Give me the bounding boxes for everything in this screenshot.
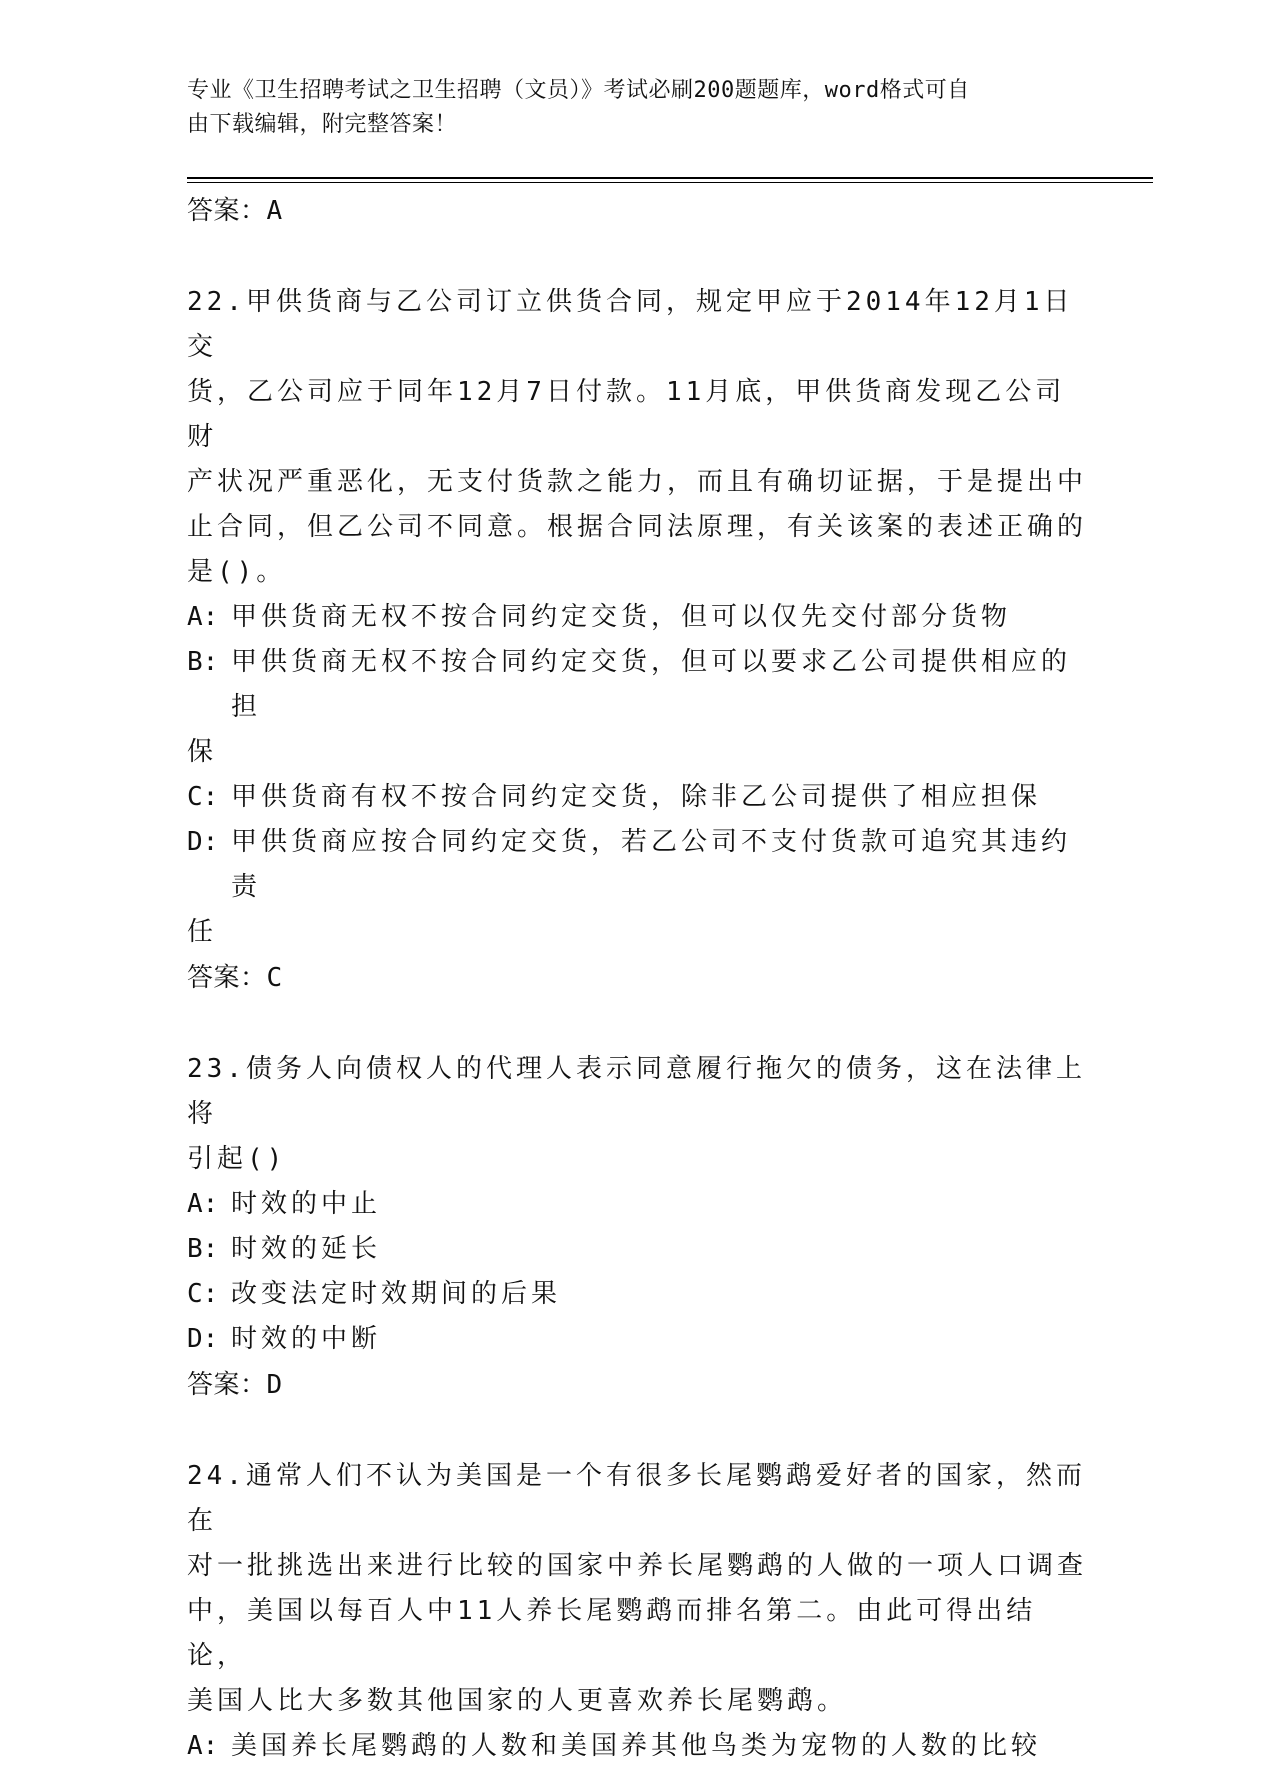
question-stem-line xyxy=(187,1047,1087,1137)
option-letter: D: xyxy=(187,1324,219,1354)
option-d xyxy=(187,820,1087,910)
document-header xyxy=(187,74,1067,142)
question-stem-line xyxy=(187,280,1087,370)
header-divider-thin xyxy=(187,182,1153,183)
question-24 xyxy=(187,1454,1087,1769)
option-c xyxy=(187,1272,1087,1317)
option-letter: B: xyxy=(187,647,219,677)
option-c xyxy=(187,775,1087,820)
question-number: 22. xyxy=(187,287,246,317)
option-text: 时效的中断 xyxy=(231,1324,382,1354)
option-text: 甲供货商有权不按合同约定交货，除非乙公司提供了相应担保 xyxy=(231,782,1042,812)
question-list xyxy=(187,188,1087,1769)
question-number: 23. xyxy=(187,1054,246,1084)
option-letter: C: xyxy=(187,1279,219,1309)
question-stem-line: 止合同，但乙公司不同意。根据合同法原理，有关该案的表述正确的 xyxy=(187,512,1088,542)
question-stem-line: 美国人比大多数其他国家的人更喜欢养长尾鹦鹉。 xyxy=(187,1686,848,1716)
answer: 答案：C xyxy=(187,963,283,993)
option-b xyxy=(187,640,1087,730)
option-letter: A: xyxy=(187,1731,219,1761)
option-text: 改变法定时效期间的后果 xyxy=(231,1279,562,1309)
option-letter: C: xyxy=(187,782,219,812)
option-letter: B: xyxy=(187,1234,219,1264)
question-stem-line: 引起() xyxy=(187,1144,287,1174)
option-a xyxy=(187,1724,1087,1769)
spacer xyxy=(187,1001,1087,1047)
answer-previous: 答案：A xyxy=(187,196,283,226)
question-stem-line: 产状况严重恶化，无支付货款之能力，而且有确切证据，于是提出中 xyxy=(187,467,1088,497)
option-text: 甲供货商应按合同约定交货，若乙公司不支付货款可追究其违约责 xyxy=(231,827,1072,902)
option-text: 时效的中止 xyxy=(231,1189,382,1219)
question-stem-line: 是()。 xyxy=(187,557,287,587)
question-text: 甲供货商与乙公司订立供货合同，规定甲应于2014年12月1日交 xyxy=(187,287,1074,362)
question-stem-line: 货，乙公司应于同年12月7日付款。11月底，甲供货商发现乙公司财 xyxy=(187,377,1066,452)
option-b-continuation: 保 xyxy=(187,737,218,767)
option-d xyxy=(187,1317,1087,1362)
spacer xyxy=(187,234,1087,280)
question-22 xyxy=(187,280,1087,1001)
header-divider-thick xyxy=(187,177,1153,179)
question-text: 通常人们不认为美国是一个有很多长尾鹦鹉爱好者的国家，然而在 xyxy=(187,1461,1086,1536)
option-a xyxy=(187,1182,1087,1227)
option-text: 甲供货商无权不按合同约定交货，但可以要求乙公司提供相应的担 xyxy=(231,647,1072,722)
option-a xyxy=(187,595,1087,640)
option-letter: D: xyxy=(187,827,219,857)
option-letter: A: xyxy=(187,602,219,632)
option-text: 美国养长尾鹦鹉的人数和美国养其他鸟类为宠物的人数的比较 xyxy=(231,1731,1042,1761)
option-text: 时效的延长 xyxy=(231,1234,382,1264)
header-line-2: 由下载编辑，附完整答案！ xyxy=(187,112,458,137)
question-text: 债务人向债权人的代理人表示同意履行拖欠的债务，这在法律上将 xyxy=(187,1054,1086,1129)
spacer xyxy=(187,1408,1087,1454)
header-line-1: 专业《卫生招聘考试之卫生招聘（文员）》考试必刷200题题库，word格式可自 xyxy=(187,78,970,103)
question-23 xyxy=(187,1047,1087,1408)
question-stem-line: 中，美国以每百人中11人养长尾鹦鹉而排名第二。由此可得出结论， xyxy=(187,1596,1037,1671)
option-b xyxy=(187,1227,1087,1272)
question-stem-line xyxy=(187,1454,1087,1544)
question-stem-line: 对一批挑选出来进行比较的国家中养长尾鹦鹉的人做的一项人口调查 xyxy=(187,1551,1088,1581)
answer: 答案：D xyxy=(187,1370,283,1400)
question-number: 24. xyxy=(187,1461,246,1491)
option-letter: A: xyxy=(187,1189,219,1219)
option-text: 甲供货商无权不按合同约定交货，但可以仅先交付部分货物 xyxy=(231,602,1012,632)
option-d-continuation: 任 xyxy=(187,917,218,947)
